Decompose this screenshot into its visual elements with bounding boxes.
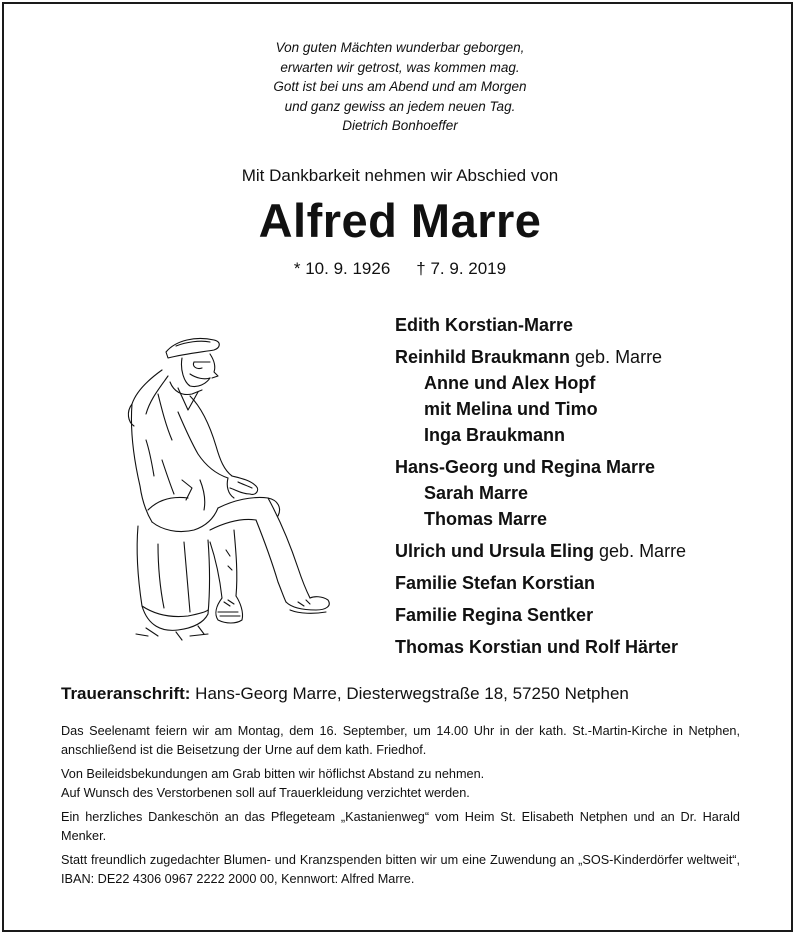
farewell-intro: Mit Dankbarkeit nehmen wir Abschied von: [241, 166, 559, 185]
mourner-row: [395, 344, 686, 370]
mourner-name: Thomas Korstian und Rolf Härter: [395, 637, 679, 657]
mourner-name: Sarah Marre: [424, 483, 529, 503]
condolence-address: [61, 684, 629, 704]
mourner-name: Thomas Marre: [424, 509, 548, 529]
poem-line: Von guten Mächten wunderbar geborgen,: [275, 40, 525, 55]
mourners-list: [395, 312, 686, 660]
note-paragraph: Statt freundlich zugedachter Blumen- und Kranzspenden bitten wir um eine Zuwendung an „SOS-Kinderdörfer weltweit“, IBAN: DE22 4306 0967 2222 2000 00, Kennwort: Alfred Marre.: [61, 853, 740, 886]
mourner-row: [395, 396, 686, 422]
deceased-name: Alfred Marre: [258, 194, 542, 247]
life-dates: [0, 259, 800, 279]
mourner-row: [395, 506, 686, 532]
mourner-name: mit Melina und Timo: [424, 399, 598, 419]
funeral-notes: [61, 722, 740, 894]
mourner-suffix: geb. Marre: [570, 347, 663, 367]
mourner-name: Inga Braukmann: [424, 425, 566, 445]
note-paragraph: Auf Wunsch des Verstorbenen soll auf Trauerkleidung verzichtet werden.: [61, 786, 470, 800]
poem-quote: [0, 38, 800, 136]
mourner-row: [395, 634, 686, 660]
mourner-row: [395, 312, 686, 338]
mourner-row: [395, 538, 686, 564]
mourner-suffix: geb. Marre: [594, 541, 687, 561]
note-paragraph: Ein herzliches Dankeschön an das Pflegeteam „Kastanienweg“ vom Heim St. Elisabeth Netphen und an Dr. Harald Menker.: [61, 810, 740, 843]
mourner-name: Anne und Alex Hopf: [424, 373, 596, 393]
mourner-row: [395, 570, 686, 596]
mourner-name: Familie Stefan Korstian: [395, 573, 596, 593]
address-value: Hans-Georg Marre, Diesterwegstraße 18, 57250 Netphen: [190, 684, 629, 703]
mourner-row: [395, 602, 686, 628]
mourner-name: Reinhild Braukmann: [395, 347, 571, 367]
address-label: Traueranschrift:: [61, 684, 191, 703]
mourner-name: Familie Regina Sentker: [395, 605, 594, 625]
poem-author: Dietrich Bonhoeffer: [342, 118, 458, 133]
birth-date: * 10. 9. 1926: [293, 259, 391, 278]
mourner-row: [395, 422, 686, 448]
poem-line: erwarten wir getrost, was kommen mag.: [280, 59, 520, 75]
mourner-row: [395, 454, 686, 480]
poem-line: und ganz gewiss an jedem neuen Tag.: [284, 98, 516, 114]
mourner-row: [395, 370, 686, 396]
note-paragraph: Von Beileidsbekundungen am Grab bitten wir höflichst Abstand zu nehmen.: [61, 767, 485, 781]
mourner-name: Hans-Georg und Regina Marre: [395, 457, 656, 477]
mourner-name: Edith Korstian-Marre: [395, 315, 574, 335]
poem-line: Gott ist bei uns am Abend und am Morgen: [273, 79, 527, 94]
death-date: † 7. 9. 2019: [416, 259, 507, 278]
mourner-row: [395, 480, 686, 506]
seated-man-drawing-icon: [118, 330, 343, 642]
mourner-name: Ulrich und Ursula Eling: [395, 541, 595, 561]
note-paragraph: Das Seelenamt feiern wir am Montag, dem 16. September, um 14.00 Uhr in der kath. St.-Martin-Kirche in Netphen, anschließend ist die Beisetzung der Urne auf dem kath. Friedhof.: [61, 724, 740, 757]
